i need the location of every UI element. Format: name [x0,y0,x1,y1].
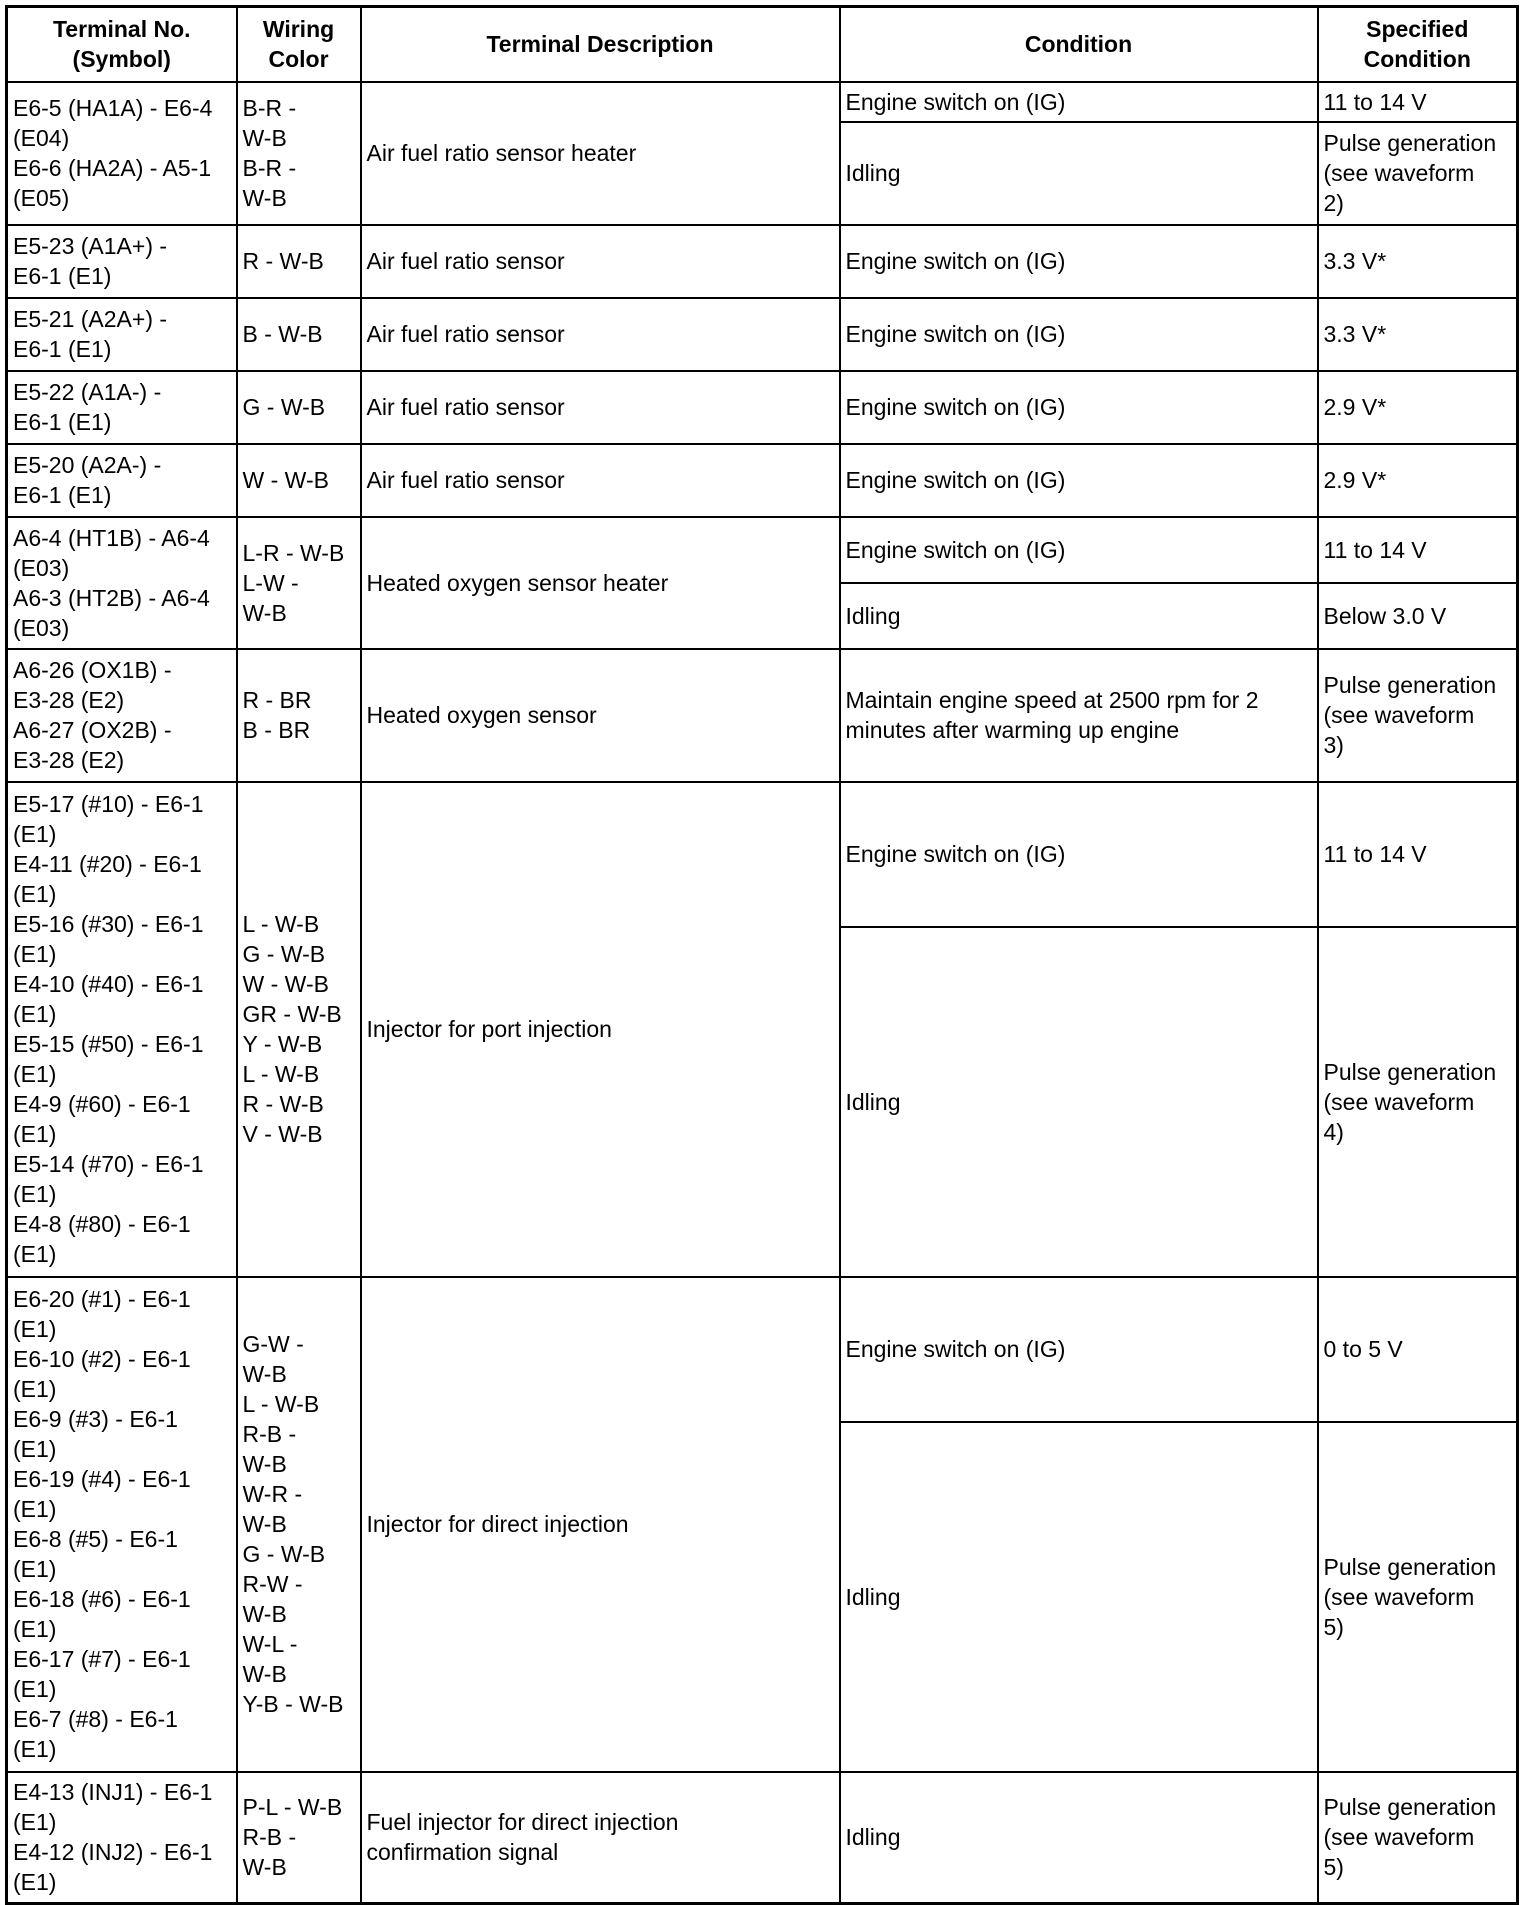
table-row [7,82,1518,122]
specified-cell: 2.9 V* [1318,444,1518,517]
condition-cell: Engine switch on (IG) [840,225,1318,298]
terminal-cell: E6-20 (#1) - E6-1 (E1) E6-10 (#2) - E6-1 (E1) E6-9 (#3) - E6-1 (E1) E6-19 (#4) - E6-1 (E1) E6-8 (#5) - E6-1 (E1) E6-18 (#6) - E6-1 (E1) E6-17 (#7) - E6-1 (E1) E6-7 (#8) - E6-1 (E1) [7,1277,237,1772]
terminal-cell: E5-23 (A1A+) - E6-1 (E1) [7,225,237,298]
terminal-cell: E5-22 (A1A-) - E6-1 (E1) [7,371,237,444]
condition-cell: Idling [840,1772,1318,1904]
specified-cell: Pulse generation (see waveform 5) [1318,1772,1518,1904]
specified-cell: Pulse generation (see waveform 4) [1318,927,1518,1277]
description-cell: Air fuel ratio sensor heater [361,82,840,225]
table-row [7,517,1518,583]
condition-cell: Idling [840,122,1318,225]
specified-cell: 3.3 V* [1318,225,1518,298]
wiring-cell: P-L - W-B R-B - W-B [237,1772,361,1904]
terminal-cell: E6-5 (HA1A) - E6-4 (E04) E6-6 (HA2A) - A5-1 (E05) [7,82,237,225]
specified-cell: 11 to 14 V [1318,82,1518,122]
description-cell: Fuel injector for direct injection confirmation signal [361,1772,840,1904]
specified-cell: 2.9 V* [1318,371,1518,444]
description-cell: Injector for direct injection [361,1277,840,1772]
table-row [7,782,1518,927]
terminal-cell: A6-4 (HT1B) - A6-4 (E03) A6-3 (HT2B) - A6-4 (E03) [7,517,237,649]
specified-cell: Pulse generation (see waveform 2) [1318,122,1518,225]
header-row [7,7,1518,82]
table-row [7,225,1518,298]
header-description: Terminal Description [361,7,840,82]
table-row [7,1277,1518,1422]
terminal-cell: E4-13 (INJ1) - E6-1 (E1) E4-12 (INJ2) - E6-1 (E1) [7,1772,237,1904]
specified-cell: Below 3.0 V [1318,583,1518,649]
description-cell: Air fuel ratio sensor [361,371,840,444]
table-row [7,298,1518,371]
wiring-cell: G-W - W-B L - W-B R-B - W-B W-R - W-B G - W-B R-W - W-B W-L - W-B Y-B - W-B [237,1277,361,1772]
terminal-cell: E5-20 (A2A-) - E6-1 (E1) [7,444,237,517]
condition-cell: Engine switch on (IG) [840,517,1318,583]
condition-cell: Engine switch on (IG) [840,298,1318,371]
wiring-cell: G - W-B [237,371,361,444]
table-row [7,444,1518,517]
header-wiring: Wiring Color [237,7,361,82]
wiring-cell: R - W-B [237,225,361,298]
header-specified: Specified Condition [1318,7,1518,82]
condition-cell: Idling [840,1422,1318,1772]
terminal-cell: E5-21 (A2A+) - E6-1 (E1) [7,298,237,371]
wiring-cell: B - W-B [237,298,361,371]
description-cell: Air fuel ratio sensor [361,225,840,298]
condition-cell: Idling [840,927,1318,1277]
wiring-cell: R - BR B - BR [237,649,361,782]
table-row [7,371,1518,444]
specified-cell: 3.3 V* [1318,298,1518,371]
terminal-cell: A6-26 (OX1B) - E3-28 (E2) A6-27 (OX2B) - E3-28 (E2) [7,649,237,782]
specified-cell: Pulse generation (see waveform 5) [1318,1422,1518,1772]
table-row [7,649,1518,782]
condition-cell: Maintain engine speed at 2500 rpm for 2 minutes after warming up engine [840,649,1318,782]
table-row [7,1772,1518,1904]
condition-cell: Engine switch on (IG) [840,371,1318,444]
wiring-cell: B-R - W-B B-R - W-B [237,82,361,225]
condition-cell: Engine switch on (IG) [840,444,1318,517]
description-cell: Air fuel ratio sensor [361,444,840,517]
specified-cell: Pulse generation (see waveform 3) [1318,649,1518,782]
condition-cell: Engine switch on (IG) [840,1277,1318,1422]
description-cell: Injector for port injection [361,782,840,1277]
terminal-cell: E5-17 (#10) - E6-1 (E1) E4-11 (#20) - E6-1 (E1) E5-16 (#30) - E6-1 (E1) E4-10 (#40) - E6-1 (E1) E5-15 (#50) - E6-1 (E1) E4-9 (#60) - E6-1 (E1) E5-14 (#70) - E6-1 (E1) E4-8 (#80) - E6-1 (E1) [7,782,237,1277]
wiring-cell: W - W-B [237,444,361,517]
description-cell: Heated oxygen sensor [361,649,840,782]
wiring-cell: L-R - W-B L-W - W-B [237,517,361,649]
condition-cell: Engine switch on (IG) [840,82,1318,122]
terminal-table [5,5,1519,1905]
header-condition: Condition [840,7,1318,82]
specified-cell: 0 to 5 V [1318,1277,1518,1422]
description-cell: Air fuel ratio sensor [361,298,840,371]
specified-cell: 11 to 14 V [1318,782,1518,927]
description-cell: Heated oxygen sensor heater [361,517,840,649]
condition-cell: Idling [840,583,1318,649]
wiring-cell: L - W-B G - W-B W - W-B GR - W-B Y - W-B L - W-B R - W-B V - W-B [237,782,361,1277]
specified-cell: 11 to 14 V [1318,517,1518,583]
condition-cell: Engine switch on (IG) [840,782,1318,927]
header-terminal: Terminal No. (Symbol) [7,7,237,82]
